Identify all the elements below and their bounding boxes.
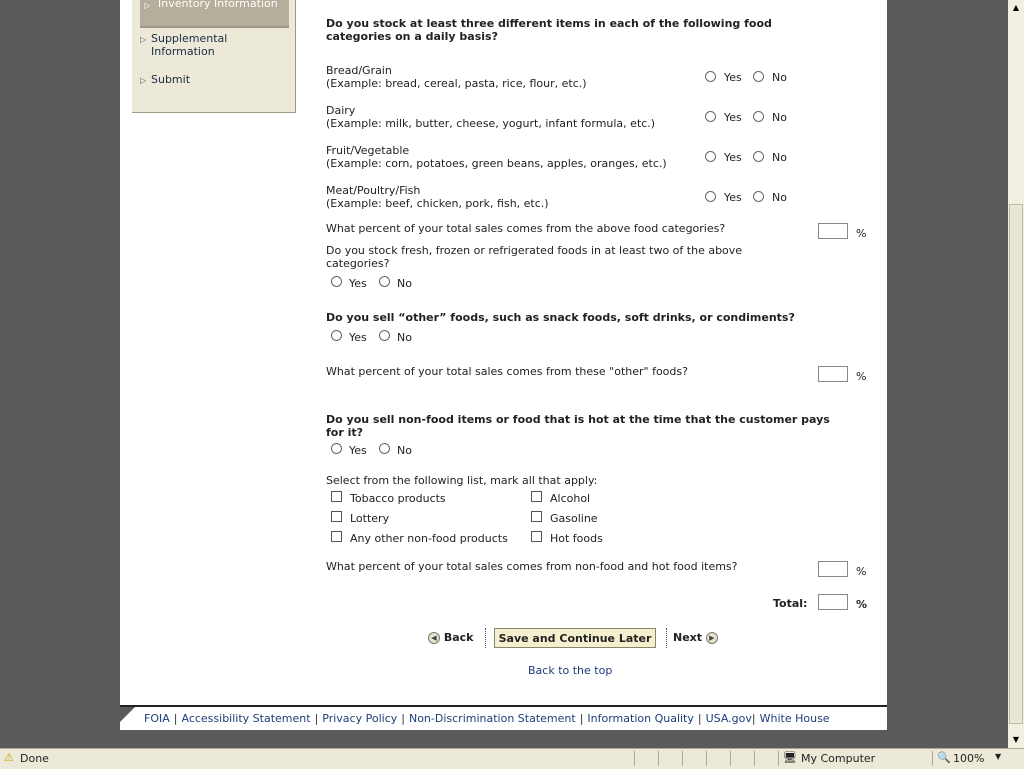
- yes-label: Yes: [349, 331, 367, 344]
- sidebar-item-label: Supplemental Information: [151, 32, 228, 58]
- scroll-thumb[interactable]: [1009, 204, 1023, 724]
- question-food-categories: Do you stock at least three different items in each of the following food categories on a daily basis?: [326, 17, 772, 43]
- arrow-right-icon: ▷: [140, 35, 147, 44]
- status-cell: [682, 751, 703, 766]
- percent-sign: %: [856, 370, 867, 383]
- no-label: No: [772, 111, 787, 124]
- hot-foods-label: Hot foods: [550, 532, 603, 545]
- yes-label: Yes: [349, 444, 367, 457]
- back-button[interactable]: [428, 631, 474, 644]
- next-button[interactable]: [673, 631, 718, 644]
- usagov-link[interactable]: USA.gov: [705, 712, 752, 725]
- other-nonfood-checkbox[interactable]: [331, 531, 342, 542]
- lottery-checkbox[interactable]: [331, 511, 342, 522]
- category-bread-example: (Example: bread, cereal, pasta, rice, flour, etc.): [326, 77, 587, 90]
- question-fresh: Do you stock fresh, frozen or refrigerated foods in at least two of the above categories?: [326, 244, 743, 270]
- select-list-label: Select from the following list, mark all that apply:: [326, 474, 598, 487]
- fruit-yes-radio[interactable]: [705, 151, 716, 162]
- privacy-link[interactable]: Privacy Policy: [322, 712, 398, 725]
- computer-icon: 🖥: [783, 751, 797, 764]
- yes-label: Yes: [724, 191, 742, 204]
- fruit-no-radio[interactable]: [753, 151, 764, 162]
- divider: [666, 628, 667, 648]
- percent-nonfood-label: What percent of your total sales comes from non-food and hot food items?: [326, 560, 738, 573]
- sidebar-item-current[interactable]: [140, 0, 289, 28]
- back-to-top-link[interactable]: Back to the top: [528, 664, 613, 677]
- percent-nonfood-input[interactable]: [818, 561, 848, 577]
- fresh-no-radio[interactable]: [379, 276, 390, 287]
- category-meat-name: Meat/Poultry/Fish: [326, 184, 421, 197]
- page-content: [120, 0, 887, 730]
- bread-yes-radio[interactable]: [705, 71, 716, 82]
- category-fruit-example: (Example: corn, potatoes, green beans, apples, oranges, etc.): [326, 157, 667, 170]
- zoom-control[interactable]: [932, 751, 1023, 766]
- scroll-down-icon[interactable]: ▼: [1009, 732, 1023, 748]
- status-cell: [634, 751, 655, 766]
- sidebar-item-label: Submit: [151, 73, 191, 86]
- yes-label: Yes: [349, 277, 367, 290]
- footer-links: FOIA | Accessibility Statement | Privacy Policy | Non-Discrimination Statement | Information Quality | USA.gov| White House: [144, 712, 830, 725]
- no-label: No: [772, 71, 787, 84]
- nonfood-no-radio[interactable]: [379, 443, 390, 454]
- no-label: No: [772, 151, 787, 164]
- category-dairy-name: Dairy: [326, 104, 356, 117]
- bread-no-radio[interactable]: [753, 71, 764, 82]
- percent-sign: %: [856, 565, 867, 578]
- status-cell: [754, 751, 775, 766]
- arrow-left-icon: ◀: [428, 632, 440, 644]
- zone-cell: [778, 751, 929, 766]
- alcohol-checkbox[interactable]: [531, 491, 542, 502]
- percent-food-label: What percent of your total sales comes from the above food categories?: [326, 222, 726, 235]
- other-no-radio[interactable]: [379, 330, 390, 341]
- other-nonfood-label: Any other non-food products: [350, 532, 508, 545]
- meat-yes-radio[interactable]: [705, 191, 716, 202]
- non-discrimination-link[interactable]: Non-Discrimination Statement: [408, 712, 576, 725]
- question-other-foods: Do you sell “other” foods, such as snack foods, soft drinks, or condiments?: [326, 311, 795, 324]
- no-label: No: [772, 191, 787, 204]
- scroll-up-icon[interactable]: ▲: [1009, 0, 1023, 16]
- tobacco-checkbox[interactable]: [331, 491, 342, 502]
- divider: [485, 628, 486, 648]
- status-bar: [0, 748, 1024, 769]
- percent-other-input[interactable]: [818, 366, 848, 382]
- dairy-yes-radio[interactable]: [705, 111, 716, 122]
- meat-no-radio[interactable]: [753, 191, 764, 202]
- question-non-food: Do you sell non-food items or food that is hot at the time that the customer pays for it?: [326, 413, 830, 439]
- footer-notch: [120, 707, 135, 722]
- tobacco-label: Tobacco products: [350, 492, 446, 505]
- info-quality-link[interactable]: Information Quality: [587, 712, 694, 725]
- sidebar-item-label: Inventory Information: [158, 0, 278, 10]
- arrow-right-icon: ▷: [140, 76, 147, 85]
- footer-divider: [120, 705, 887, 707]
- foia-link[interactable]: FOIA: [144, 712, 170, 725]
- back-label: Back: [443, 631, 474, 644]
- category-bread-name: Bread/Grain: [326, 64, 392, 77]
- percent-food-input[interactable]: [818, 223, 848, 239]
- nonfood-yes-radio[interactable]: [331, 443, 342, 454]
- dairy-no-radio[interactable]: [753, 111, 764, 122]
- hot-foods-checkbox[interactable]: [531, 531, 542, 542]
- other-yes-radio[interactable]: [331, 330, 342, 341]
- status-cell: [706, 751, 727, 766]
- status-cell: [658, 751, 679, 766]
- status-text: Done: [20, 752, 49, 765]
- total-label: Total:: [773, 597, 808, 610]
- category-fruit-name: Fruit/Vegetable: [326, 144, 410, 157]
- chevron-down-icon[interactable]: ▼: [995, 752, 1002, 761]
- category-meat-example: (Example: beef, chicken, pork, fish, etc.): [326, 197, 549, 210]
- zoom-label: 100%: [953, 752, 985, 765]
- status-cell: [730, 751, 751, 766]
- alcohol-label: Alcohol: [550, 492, 591, 505]
- percent-sign: %: [856, 598, 868, 611]
- lottery-label: Lottery: [350, 512, 390, 525]
- percent-other-label: What percent of your total sales comes from these "other" foods?: [326, 365, 688, 378]
- save-continue-button[interactable]: Save and Continue Later: [494, 628, 656, 648]
- no-label: No: [397, 444, 412, 457]
- next-label: Next: [673, 631, 703, 644]
- arrow-right-icon: ▷: [144, 1, 151, 10]
- zone-label: My Computer: [801, 752, 876, 765]
- white-house-link[interactable]: White House: [759, 712, 830, 725]
- category-dairy-example: (Example: milk, butter, cheese, yogurt, infant formula, etc.): [326, 117, 656, 130]
- arrow-right-icon: ▶: [706, 632, 718, 644]
- total-input[interactable]: [818, 594, 848, 610]
- warning-icon: ⚠: [4, 751, 14, 764]
- no-label: No: [397, 277, 412, 290]
- percent-sign: %: [856, 227, 867, 240]
- yes-label: Yes: [724, 111, 742, 124]
- fresh-yes-radio[interactable]: [331, 276, 342, 287]
- yes-label: Yes: [724, 71, 742, 84]
- yes-label: Yes: [724, 151, 742, 164]
- accessibility-link[interactable]: Accessibility Statement: [181, 712, 311, 725]
- sidebar-nav: [132, 0, 296, 113]
- gasoline-checkbox[interactable]: [531, 511, 542, 522]
- gasoline-label: Gasoline: [550, 512, 598, 525]
- no-label: No: [397, 331, 412, 344]
- zoom-icon: 🔍: [937, 751, 951, 764]
- vertical-scrollbar[interactable]: [1008, 0, 1024, 748]
